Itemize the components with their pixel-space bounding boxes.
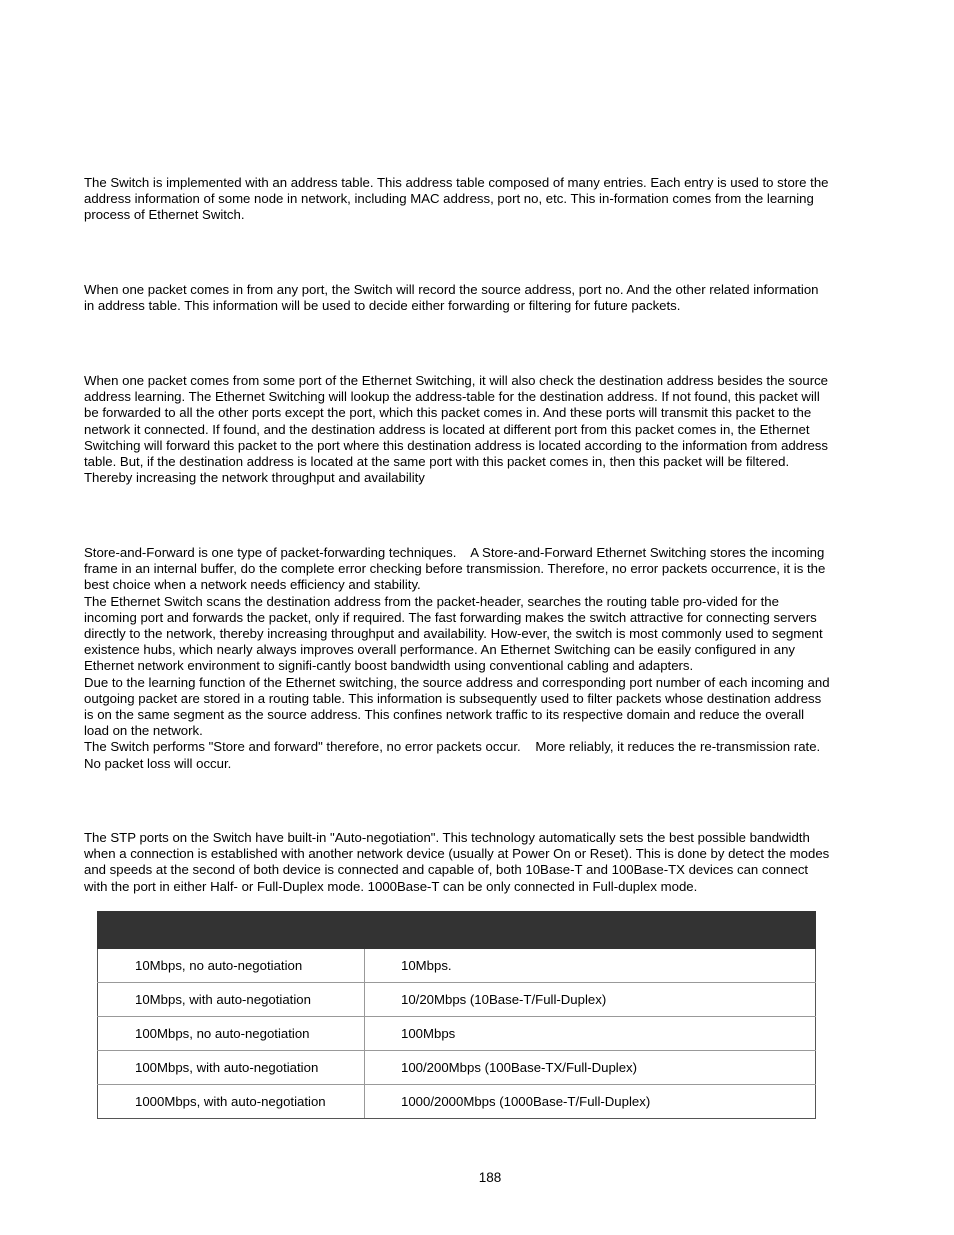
text-line: frame in an internal buffer, do the complete error checking before transmission. Therefore, no error packets occurrence, it is the [84, 561, 826, 577]
text-line: best choice when a network needs efficiency and stability. [84, 577, 421, 593]
text-line: process of Ethernet Switch. [84, 207, 245, 223]
table-header-cell [365, 912, 816, 949]
text-line: be forwarded to all the other ports except the port, which this packet comes in. And these ports will transmit this packet to the [84, 405, 812, 421]
table-row [98, 983, 816, 1017]
text-line: The Ethernet Switch scans the destination address from the packet-header, searches the routing table pro-vided for the [84, 593, 779, 609]
text-line: Store-and-Forward is one type of packet-forwarding techniques. A Store-and-Forward Ethernet Switching stores the incoming [84, 545, 825, 560]
paragraph-address-table [84, 175, 876, 224]
text-line: existence hubs, which nearly always improves overall performance. An Ethernet Switching can be easily configured in any [84, 642, 796, 658]
text-line: Thereby increasing the network throughput and availability [84, 470, 425, 486]
paragraph-store-and-forward [84, 545, 876, 772]
text-line: address information of some node in network, including MAC address, port no, etc. This in-formation comes from the learning [84, 191, 814, 207]
paragraph-forwarding-filtering [84, 373, 876, 486]
text-line: When one packet comes from some port of the Ethernet Switching, it will also check the destination address besides the source [84, 373, 829, 388]
table-cell-speed: 10Mbps. [365, 949, 816, 983]
text-line: Ethernet network environment to signifi-cantly boost bandwidth using conventional cabling and adapters. [84, 658, 694, 674]
table-cell-speed: 1000/2000Mbps (1000Base-T/Full-Duplex) [365, 1085, 816, 1119]
auto-negotiation-table [97, 911, 816, 1119]
text-line: table. But, if the destination address is located at the same port with this packet comes in, then this packet will be filtered. [84, 454, 790, 470]
table-cell-speed: 10/20Mbps (10Base-T/Full-Duplex) [365, 983, 816, 1017]
text-line: directly to the network, thereby increasing throughput and availability. How-ever, the switch is most commonly used to segment [84, 626, 823, 642]
text-line: Due to the learning function of the Ethernet switching, the source address and corresponding port number of each incoming and [84, 674, 830, 690]
text-line: The STP ports on the Switch have built-in "Auto-negotiation". This technology automatically sets the best possible bandwidth [84, 830, 810, 845]
table-cell-speed: 100Mbps [365, 1017, 816, 1051]
paragraph-auto-negotiation [84, 830, 876, 895]
text-line: is on the same segment as the source address. This confines network traffic to its respective domain and reduce the overall [84, 707, 805, 723]
table-cell-mode: 1000Mbps, with auto-negotiation [98, 1085, 365, 1119]
table-row [98, 949, 816, 983]
text-line: in address table. This information will be used to decide either forwarding or filtering for future packets. [84, 298, 681, 314]
text-line: When one packet comes in from any port, the Switch will record the source address, port no. And the other related information [84, 282, 819, 297]
table-header-row [98, 912, 816, 949]
text-line: The Switch is implemented with an address table. This address table composed of many entries. Each entry is used to store the [84, 175, 829, 190]
text-line: and speeds at the second of both device is connected and capable of, both 10Base-T and 100Base-TX devices can connect [84, 862, 809, 878]
table-header-cell [98, 912, 365, 949]
table-cell-mode: 100Mbps, with auto-negotiation [98, 1051, 365, 1085]
paragraph-learning [84, 282, 876, 314]
text-line: Switching will forward this packet to the port where this destination address is located according to the information from address [84, 437, 828, 453]
table-cell-mode: 10Mbps, no auto-negotiation [98, 949, 365, 983]
table-cell-mode: 100Mbps, no auto-negotiation [98, 1017, 365, 1051]
table-row [98, 1085, 816, 1119]
table-row [98, 1017, 816, 1051]
text-line: No packet loss will occur. [84, 755, 232, 771]
table-cell-speed: 100/200Mbps (100Base-TX/Full-Duplex) [365, 1051, 816, 1085]
table-body [98, 949, 816, 1119]
text-line: The Switch performs "Store and forward" therefore, no error packets occur. More reliably, it reduces the re-transmission rate. [84, 739, 821, 755]
text-line: network it connected. If found, and the destination address is located at different port from this packet comes in, the Ethernet [84, 421, 810, 437]
table-row [98, 1051, 816, 1085]
text-line: when a connection is established with another network device (usually at Power On or Reset). This is done by detect the modes [84, 846, 830, 862]
text-line: incoming port and forwards the packet, only if required. The fast forwarding makes the switch attractive for connecting servers [84, 609, 817, 625]
table-header [98, 912, 816, 949]
page-number: 188 [478, 1170, 502, 1185]
text-line: with the port in either Half- or Full-Duplex mode. 1000Base-T can be only connected in Full-duplex mode. [84, 878, 698, 894]
text-line: load on the network. [84, 723, 203, 739]
text-line: outgoing packet are stored in a routing table. This information is subsequently used to filter packets whose destination address [84, 690, 822, 706]
table-cell-mode: 10Mbps, with auto-negotiation [98, 983, 365, 1017]
text-line: address learning. The Ethernet Switching will lookup the address-table for the destination address. If not found, this packet will [84, 389, 820, 405]
